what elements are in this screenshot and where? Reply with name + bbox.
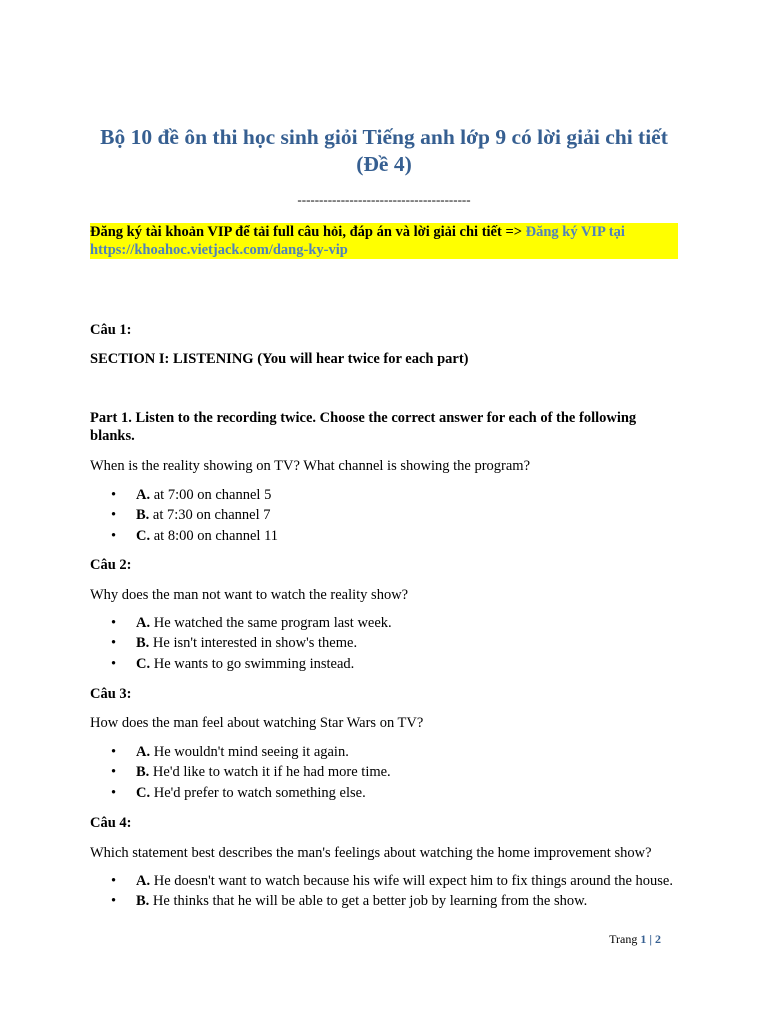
vip-link[interactable]: Đăng ký VIP tại https://khoahoc.vietjack.com/dang-ky-vip <box>90 224 625 258</box>
question-text-4: Which statement best describes the man's feelings about watching the home improvement show? <box>90 845 652 861</box>
section-heading: SECTION I: LISTENING (You will hear twice for each part) <box>90 351 469 367</box>
bullet-icon: • <box>111 655 117 672</box>
document-title: Bộ 10 đề ôn thi học sinh giỏi Tiếng anh lớp 9 có lời giải chi tiết (Đề 4) <box>100 125 668 176</box>
vip-banner <box>90 223 678 259</box>
footer-total-pages: 2 <box>655 932 661 946</box>
separator-line: ---------------------------------------- <box>297 192 471 207</box>
options-list-1 <box>90 487 680 548</box>
bullet-icon: • <box>111 744 117 760</box>
option-item: • B. at 7:30 on channel 7 <box>111 507 271 524</box>
question-label-1: Câu 1: <box>90 322 132 338</box>
bullet-icon: • <box>111 507 117 524</box>
option-item: • C. at 8:00 on channel 11 <box>111 527 279 544</box>
bullet-icon: • <box>111 873 117 889</box>
options-list-4 <box>90 873 680 914</box>
vip-text: Đăng ký tài khoản VIP để tải full câu hỏi, đáp án và lời giải chi tiết => <box>90 224 526 240</box>
option-item: • C. He wants to go swimming instead. <box>111 655 355 672</box>
question-text-1: When is the reality showing on TV? What channel is showing the program? <box>90 458 530 474</box>
bullet-icon: • <box>111 764 117 781</box>
option-item: • A. at 7:00 on channel 5 <box>111 487 272 503</box>
page-footer <box>609 932 661 947</box>
footer-prefix: Trang <box>609 932 641 946</box>
question-label-2: Câu 2: <box>90 557 132 573</box>
footer-current-page: 1 <box>640 932 647 946</box>
question-text-2: Why does the man not want to watch the reality show? <box>90 587 409 603</box>
options-list-3 <box>90 744 680 805</box>
bullet-icon: • <box>111 487 117 503</box>
options-list-2 <box>90 615 680 676</box>
option-item: • A. He watched the same program last week. <box>111 615 392 631</box>
bullet-icon: • <box>111 893 117 910</box>
bullet-icon: • <box>111 527 117 544</box>
option-item: • B. He'd like to watch it if he had more time. <box>111 764 391 781</box>
question-label-4: Câu 4: <box>90 815 132 831</box>
question-text-3: How does the man feel about watching Star Wars on TV? <box>90 715 424 731</box>
bullet-icon: • <box>111 615 117 631</box>
footer-separator: | <box>646 932 655 946</box>
option-item: • C. He'd prefer to watch something else. <box>111 784 366 801</box>
option-item: • A. He doesn't want to watch because his wife will expect him to fix things around the house. <box>111 873 673 889</box>
bullet-icon: • <box>111 635 117 652</box>
option-item: • B. He isn't interested in show's theme. <box>111 635 358 652</box>
bullet-icon: • <box>111 784 117 801</box>
option-item: • A. He wouldn't mind seeing it again. <box>111 744 349 760</box>
option-item: • B. He thinks that he will be able to get a better job by learning from the show. <box>111 893 588 910</box>
question-label-3: Câu 3: <box>90 686 132 702</box>
part-instructions: Part 1. Listen to the recording twice. Choose the correct answer for each of the following blanks. <box>90 410 637 444</box>
